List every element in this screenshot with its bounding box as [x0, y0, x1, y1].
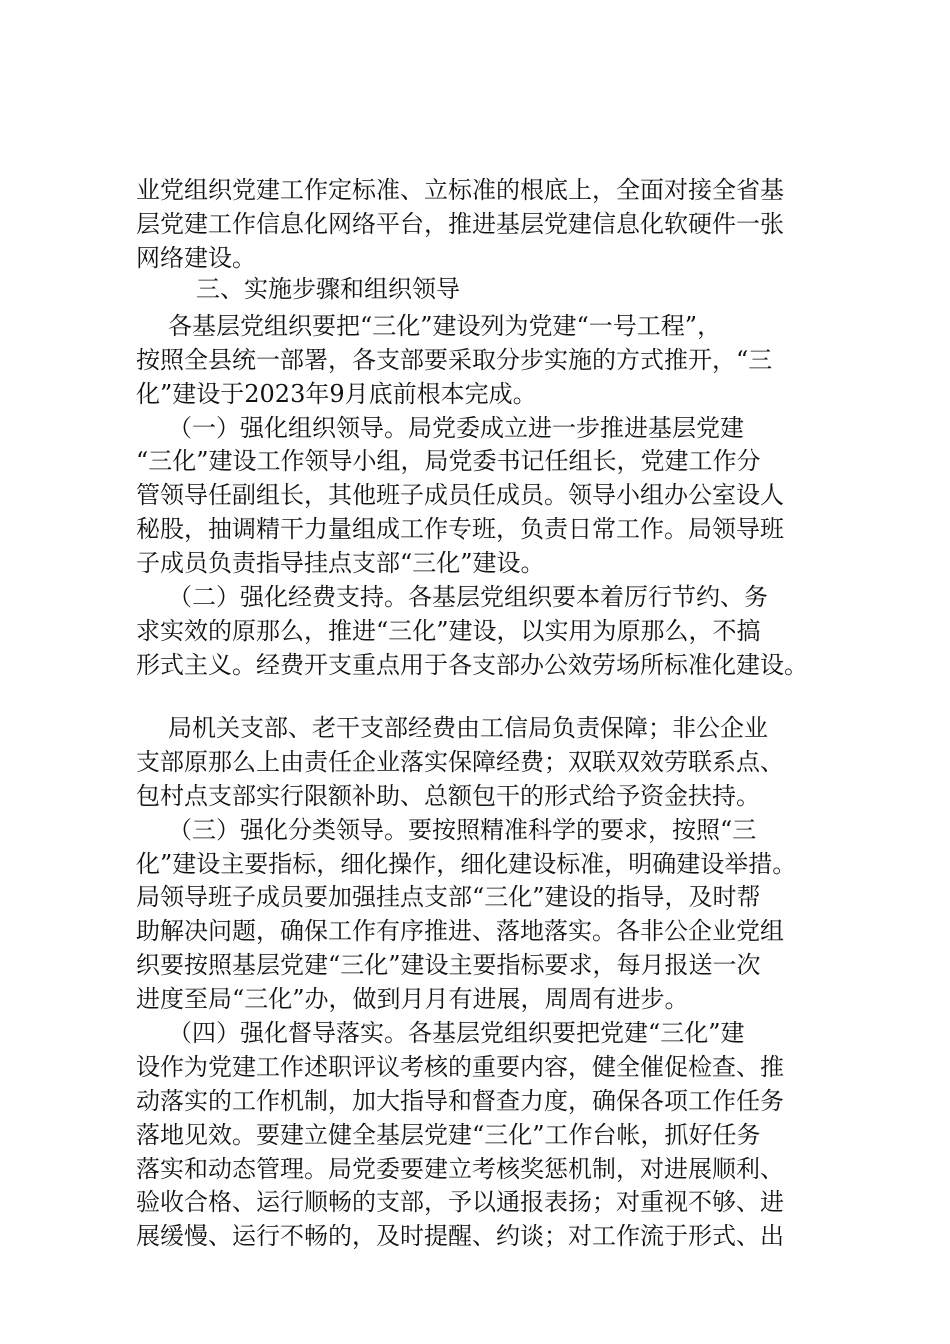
text-line: 包村点支部实行限额补助、总额包干的形式给予资金扶持。	[136, 782, 760, 810]
text-line: 各基层党组织要把“三化”建设列为党建“一号工程”，	[168, 312, 722, 340]
section-heading: 三、实施步骤和组织领导	[196, 275, 460, 303]
text-line: 落地见效。要建立健全基层党建“三化”工作台帐，抓好任务	[136, 1121, 761, 1149]
text-line: （四）强化督导落实。各基层党组织要把党建“三化”建	[168, 1019, 745, 1047]
text-line: “三化”建设工作领导小组，局党委书记任组长，党建工作分	[136, 447, 761, 475]
text-line: 管领导任副组长，其他班子成员任成员。领导小组办公室设人	[136, 481, 784, 509]
text-line: 局机关支部、老干支部经费由工信局负责保障；非公企业	[168, 714, 768, 742]
text-line: 网络建设。	[136, 244, 256, 272]
text-line: 秘股，抽调精干力量组成工作专班，负责日常工作。局领导班	[136, 515, 784, 543]
text-line: 织要按照基层党建“三化”建设主要指标要求，每月报送一次	[136, 951, 761, 979]
text-line: 化”建设于2023年9月底前根本完成。	[136, 380, 537, 408]
text-line: 设作为党建工作述职评议考核的重要内容，健全催促检查、推	[136, 1053, 784, 1081]
text-line: 形式主义。经费开支重点用于各支部办公效劳场所标准化建设。	[136, 651, 808, 679]
text-line: 按照全县统一部署，各支部要采取分步实施的方式推开，“三	[136, 346, 773, 374]
text-line: 局领导班子成员要加强挂点支部“三化”建设的指导，及时帮	[136, 883, 761, 911]
text-line: 业党组织党建工作定标准、立标准的根底上，全面对接全省基	[136, 176, 784, 204]
text-line: （一）强化组织领导。局党委成立进一步推进基层党建	[168, 414, 744, 442]
text-line: 动落实的工作机制，加大指导和督查力度，确保各项工作任务	[136, 1087, 784, 1115]
text-line: 求实效的原那么，推进“三化”建设，以实用为原那么，不搞	[136, 617, 761, 645]
text-line: 验收合格、运行顺畅的支部，予以通报表扬；对重视不够、进	[136, 1188, 784, 1216]
text-line: （二）强化经费支持。各基层党组织要本着厉行节约、务	[168, 583, 768, 611]
text-line: 子成员负责指导挂点支部“三化”建设。	[136, 549, 545, 577]
text-line: 支部原那么上由责任企业落实保障经费；双联双效劳联系点、	[136, 748, 784, 776]
text-line: （三）强化分类领导。要按照精准科学的要求，按照“三	[168, 816, 757, 844]
text-line: 进度至局“三化”办，做到月月有进展，周周有进步。	[136, 985, 689, 1013]
text-line: 化”建设主要指标，细化操作，细化建设标准，明确建设举措。	[136, 850, 797, 878]
text-line: 助解决问题，确保工作有序推进、落地落实。各非公企业党组	[136, 917, 784, 945]
text-line: 层党建工作信息化网络平台，推进基层党建信息化软硬件一张	[136, 210, 784, 238]
text-line: 落实和动态管理。局党委要建立考核奖惩机制，对进展顺利、	[136, 1155, 784, 1183]
text-line: 展缓慢、运行不畅的，及时提醒、约谈；对工作流于形式、出	[136, 1222, 784, 1250]
